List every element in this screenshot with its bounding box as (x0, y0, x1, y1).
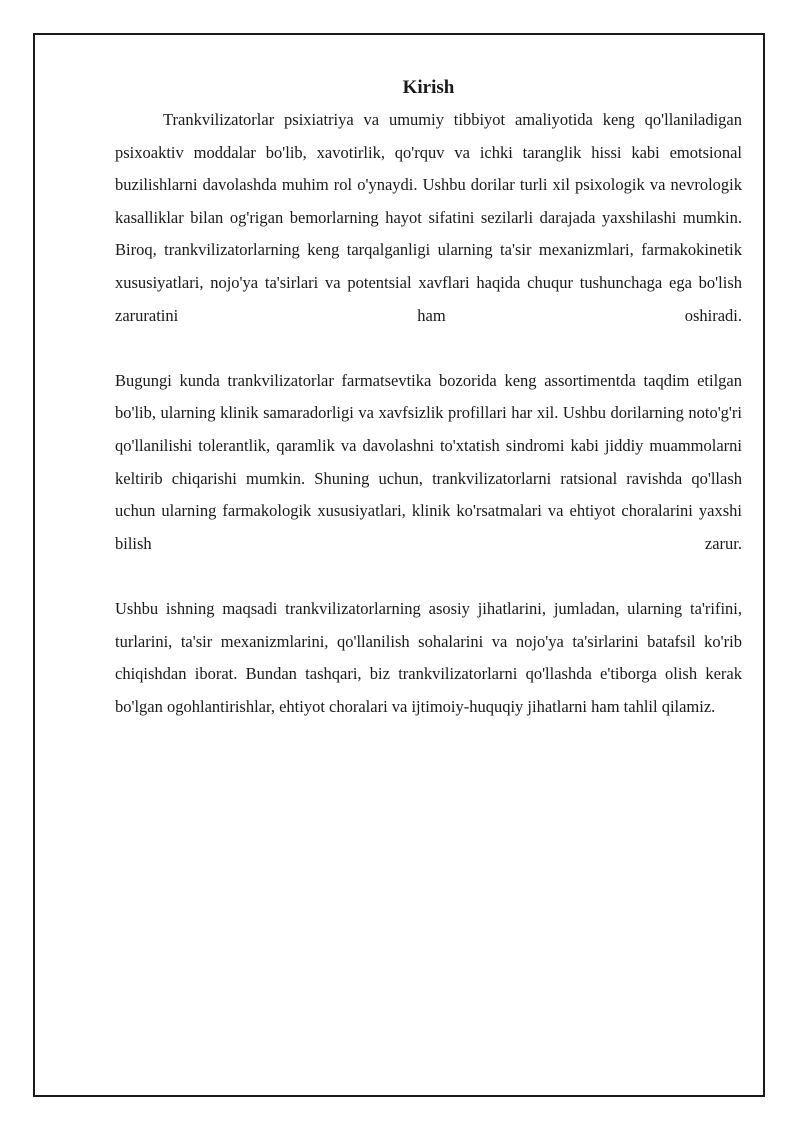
document-body (115, 74, 742, 723)
paragraph-1: Trankvilizatorlar psixiatriya va umumiy tibbiyot amaliyotida keng qo'llaniladigan psixoaktiv moddalar bo'lib, xavotirlik, qo'rquv va ichki taranglik hissi kabi emotsional buzilishlarni davolashda muhim rol o'ynaydi. Ushbu dorilar turli xil psixologik va nevrologik kasalliklar bilan og'rigan bemorlarning hayot sifatini sezilarli darajada yaxshilashi mumkin. Biroq, trankvilizatorlarning keng tarqalganligi ularning ta'sir mexanizmlari, farmakokinetik xususiyatlari, nojo'ya ta'sirlari va potentsial xavflari haqida chuqur tushunchaga ega bo'lish zaruratini ham oshiradi. (115, 110, 742, 325)
paragraph-gap (115, 332, 742, 365)
paragraph-3: Ushbu ishning maqsadi trankvilizatorlarning asosiy jihatlarini, jumladan, ularning ta'rifini, turlarini, ta'sir mexanizmlarini, qo'llanilish sohalarini va nojo'ya ta'sirlarini batafsil ko'rib chiqishdan iborat. Bundan tashqari, biz trankvilizatorlarni qo'llashda e'tiborga olish kerak bo'lgan ogohlantirishlar, ehtiyot choralari va ijtimoiy-huquqiy jihatlarni ham tahlil qilamiz. (115, 598, 742, 716)
paragraph-gap (115, 560, 742, 593)
paragraph-2: Bugungi kunda trankvilizatorlar farmatsevtika bozorida keng assortimentda taqdim etilgan bo'lib, ularning klinik samaradorligi va xavfsizlik profillari har xil. Ushbu dorilarning noto'g'ri qo'llanilishi tolerantlik, qaramlik va davolashni to'xtatish sindromi kabi jiddiy muammolarni keltirib chiqarishi mumkin. Shuning uchun, trankvilizatorlarni ratsional ravishda qo'llash uchun ularning farmakologik xususiyatlari, klinik ko'rsatmalari va ehtiyot choralarini yaxshi bilish zarur. (115, 370, 742, 553)
section-title: Kirish (402, 77, 455, 98)
